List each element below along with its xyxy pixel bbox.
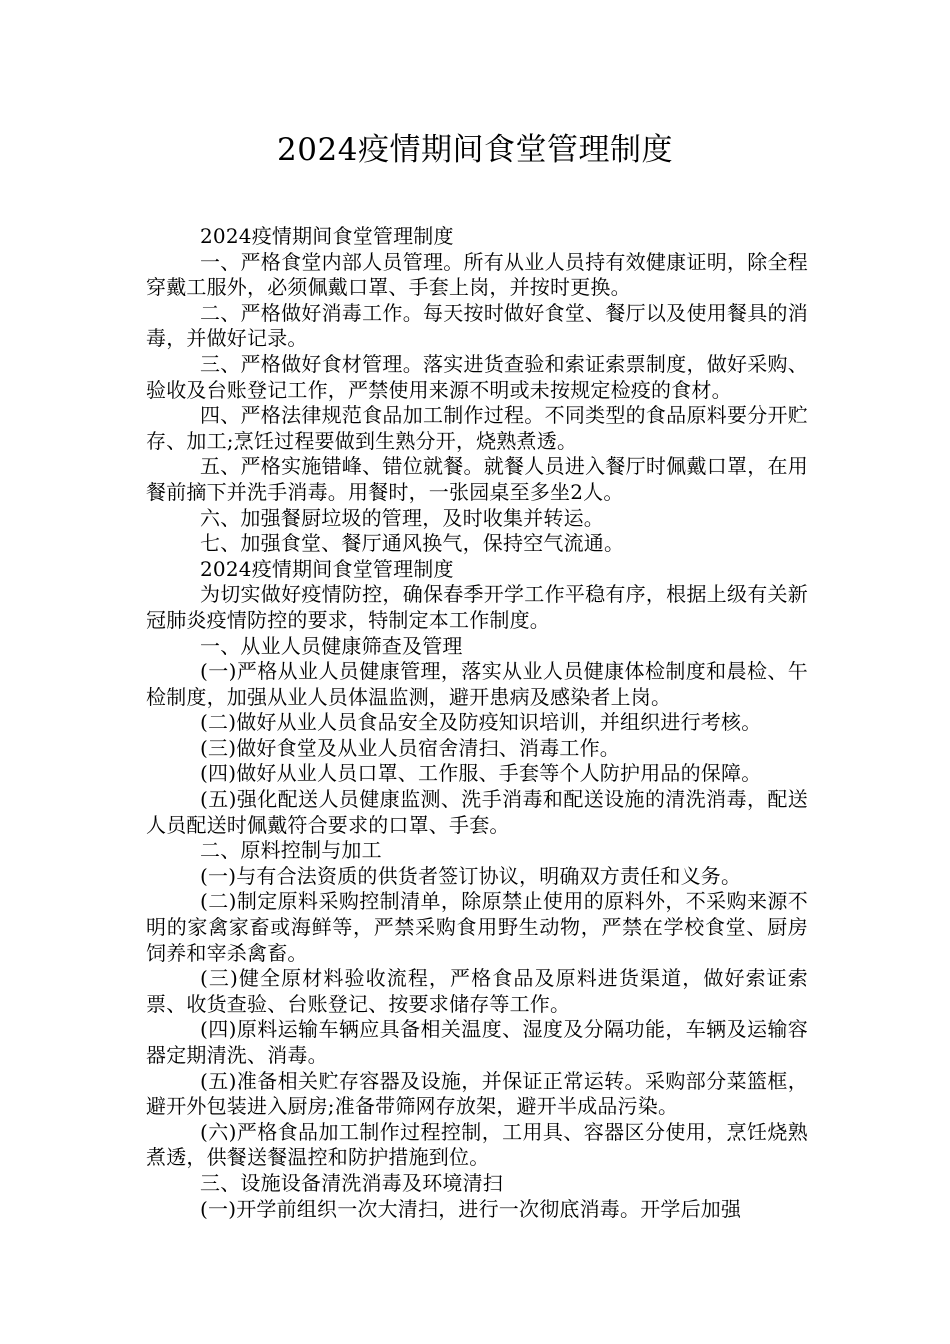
paragraph: (一)严格从业人员健康管理，落实从业人员健康体检制度和晨检、午检制度，加强从业人员体温监测，避开患病及感染者上岗。 xyxy=(146,659,808,709)
paragraph: (五)准备相关贮存容器及设施，并保证正常运转。采购部分菜篮框，避开外包装进入厨房;准备带筛网存放架，避开半成品污染。 xyxy=(146,1068,808,1119)
paragraph: (四)做好从业人员口罩、工作服、手套等个人防护用品的保障。 xyxy=(200,761,762,786)
paragraph: 五、严格实施错峰、错位就餐。就餐人员进入餐厅时佩戴口罩，在用餐前摘下并洗手消毒。用餐时，一张园桌至多坐2人。 xyxy=(146,454,808,504)
paragraph-heading-repeat: 2024疫情期间食堂管理制度 xyxy=(200,224,454,248)
paragraph: (三)做好食堂及从业人员宿舍清扫、消毒工作。 xyxy=(200,735,621,760)
document-body xyxy=(146,224,808,1222)
paragraph: 二、严格做好消毒工作。每天按时做好食堂、餐厅以及使用餐具的消毒，并做好记录。 xyxy=(146,300,808,351)
paragraph: (四)原料运输车辆应具备相关温度、湿度及分隔功能，车辆及运输容器定期清洗、消毒。 xyxy=(146,1017,808,1067)
paragraph: (二)做好从业人员食品安全及防疫知识培训，并组织进行考核。 xyxy=(200,710,762,735)
paragraph: 六、加强餐厨垃圾的管理，及时收集并转运。 xyxy=(200,505,604,530)
paragraph: (二)制定原料采购控制清单，除原禁止使用的原料外，不采购来源不明的家禽家畜或海鲜等，严禁采购食用野生动物，严禁在学校食堂、厨房饲养和宰杀禽畜。 xyxy=(146,889,808,965)
paragraph: (五)强化配送人员健康监测、洗手消毒和配送设施的清洗消毒，配送人员配送时佩戴符合要求的口罩、手套。 xyxy=(146,787,808,837)
paragraph: 一、严格食堂内部人员管理。所有从业人员持有效健康证明，除全程穿戴工服外，必须佩戴口罩、手套上岗，并按时更换。 xyxy=(146,249,808,300)
paragraph: (一)开学前组织一次大清扫，进行一次彻底消毒。开学后加强 xyxy=(200,1196,742,1221)
section-heading: 三、设施设备清洗消毒及环境清扫 xyxy=(200,1170,503,1195)
paragraph: 四、严格法律规范食品加工制作过程。不同类型的食品原料要分开贮存、加工;烹饪过程要做到生熟分开，烧熟煮透。 xyxy=(146,403,808,453)
document-title: 2024疫情期间食堂管理制度 xyxy=(277,132,673,168)
paragraph: (一)与有合法资质的供货者签订协议，明确双方责任和义务。 xyxy=(200,863,742,888)
paragraph: 为切实做好疫情防控，确保春季开学工作平稳有序，根据上级有关新冠肺炎疫情防控的要求，特制定本工作制度。 xyxy=(146,582,808,632)
section-heading: 二、原料控制与加工 xyxy=(200,838,382,863)
paragraph: (三)健全原材料验收流程，严格食品及原料进货渠道，做好索证索票、收货查验、台账登记、按要求储存等工作。 xyxy=(146,966,808,1016)
section-heading: 一、从业人员健康筛查及管理 xyxy=(200,633,463,658)
paragraph: 三、严格做好食材管理。落实进货查验和索证索票制度，做好采购、验收及台账登记工作，严禁使用来源不明或未按规定检疫的食材。 xyxy=(146,351,808,402)
paragraph: (六)严格食品加工制作过程控制，工用具、容器区分使用，烹饪烧熟煮透，供餐送餐温控和防护措施到位。 xyxy=(146,1119,808,1170)
paragraph: 七、加强食堂、餐厅通风换气，保持空气流通。 xyxy=(200,531,625,556)
paragraph-heading-repeat: 2024疫情期间食堂管理制度 xyxy=(200,556,454,581)
